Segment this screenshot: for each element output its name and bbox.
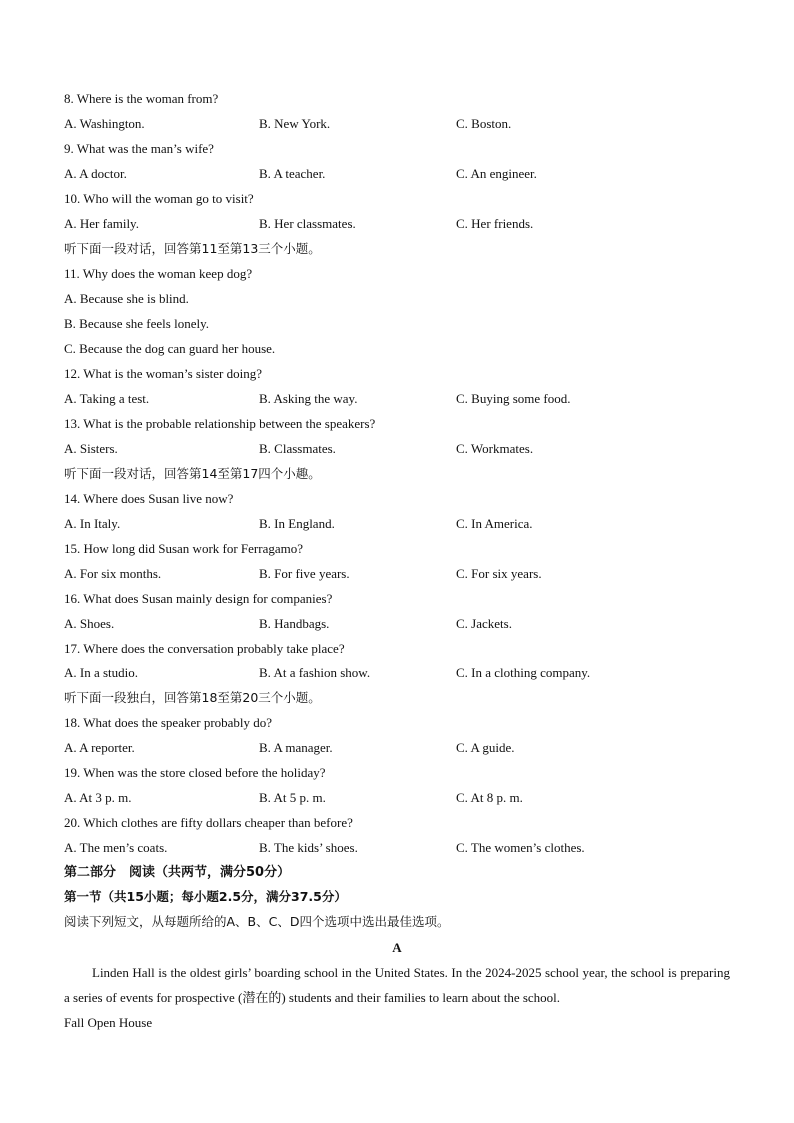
question-20: 20. Which clothes are fifty dollars cheaper than before? — [64, 815, 353, 830]
option-a: A. Shoes. — [64, 616, 115, 631]
option-a: A. A doctor. — [64, 166, 127, 181]
question-10: 10. Who will the woman go to visit? — [64, 191, 254, 206]
option-c: C. A guide. — [456, 740, 515, 755]
option-c: C. At 8 p. m. — [456, 790, 523, 805]
option-c: C. The women’s clothes. — [456, 840, 585, 855]
option-a: A. The men’s coats. — [64, 840, 168, 855]
option-c: C. Boston. — [456, 116, 512, 131]
question-16: 16. What does Susan mainly design for companies? — [64, 591, 333, 606]
option-c: C. Jackets. — [456, 616, 512, 631]
option-c: C. In a clothing company. — [456, 665, 591, 680]
option-a: A. In a studio. — [64, 665, 139, 680]
option-a: A. Taking a test. — [64, 391, 150, 406]
section-one-heading: 第一节（共15小题；每小题2.5分，满分37.5分） — [64, 889, 347, 904]
listening-instruction: 听下面一段对话，回答第14至第17四个小趣。 — [64, 466, 321, 481]
option-b: B. In England. — [259, 516, 335, 531]
option-a: A. A reporter. — [64, 740, 135, 755]
option-b: B. Because she feels lonely. — [64, 316, 209, 331]
listening-instruction: 听下面一段对话，回答第11至第13三个小题。 — [64, 241, 321, 256]
option-c: C. Workmates. — [456, 441, 534, 456]
option-b: B. At a fashion show. — [259, 665, 371, 680]
option-a: A. In Italy. — [64, 516, 121, 531]
option-a: A. At 3 p. m. — [64, 790, 132, 805]
option-b: B. Her classmates. — [259, 216, 356, 231]
option-b: B. Asking the way. — [259, 391, 358, 406]
option-a: A. Her family. — [64, 216, 139, 231]
option-c: C. An engineer. — [456, 166, 537, 181]
question-9: 9. What was the man’s wife? — [64, 141, 214, 156]
passage-subheading: Fall Open House — [64, 1015, 153, 1030]
question-8: 8. Where is the woman from? — [64, 91, 219, 106]
question-14: 14. Where does Susan live now? — [64, 491, 234, 506]
option-b: B. For five years. — [259, 566, 350, 581]
option-a: A. Washington. — [64, 116, 145, 131]
option-b: B. Classmates. — [259, 441, 336, 456]
question-17: 17. Where does the conversation probably take place? — [64, 641, 345, 656]
question-19: 19. When was the store closed before the holiday? — [64, 765, 326, 780]
option-b: B. New York. — [259, 116, 331, 131]
question-12: 12. What is the woman’s sister doing? — [64, 366, 262, 381]
listening-instruction: 听下面一段独白，回答第18至第20三个小题。 — [64, 690, 321, 705]
passage-letter: A — [392, 940, 402, 955]
question-13: 13. What is the probable relationship between the speakers? — [64, 416, 376, 431]
option-a: A. For six months. — [64, 566, 162, 581]
option-a: A. Sisters. — [64, 441, 118, 456]
question-11: 11. Why does the woman keep dog? — [64, 266, 253, 281]
question-15: 15. How long did Susan work for Ferragamo? — [64, 541, 304, 556]
passage-paragraph: Linden Hall is the oldest girls’ boarding school in the United States. In the 2024-2025 school year, the school is preparing a series of events for prospective (潜在的) students and their families to learn about the school. — [64, 965, 730, 1005]
reading-instruction: 阅读下列短文，从每题所给的A、B、C、D四个选项中选出最佳选项。 — [64, 914, 450, 929]
option-c: C. Because the dog can guard her house. — [64, 341, 276, 356]
option-b: B. A manager. — [259, 740, 333, 755]
option-c: C. Her friends. — [456, 216, 534, 231]
option-b: B. The kids’ shoes. — [259, 840, 358, 855]
option-b: B. A teacher. — [259, 166, 326, 181]
option-a: A. Because she is blind. — [64, 291, 189, 306]
option-c: C. Buying some food. — [456, 391, 571, 406]
part-two-heading: 第二部分 阅读（共两节，满分50分） — [64, 865, 291, 880]
option-b: B. At 5 p. m. — [259, 790, 326, 805]
option-c: C. In America. — [456, 516, 533, 531]
option-c: C. For six years. — [456, 566, 542, 581]
option-b: B. Handbags. — [259, 616, 330, 631]
question-18: 18. What does the speaker probably do? — [64, 715, 273, 730]
